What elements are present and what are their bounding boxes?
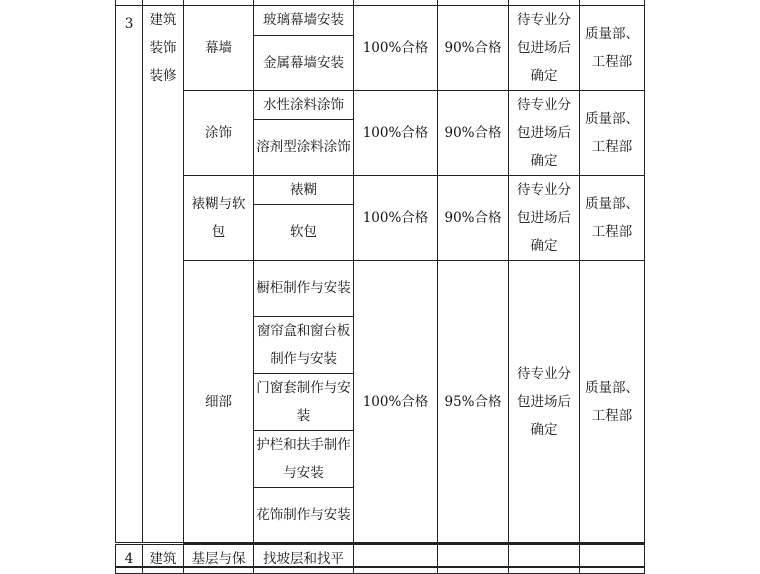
rate-a: 100%合格 <box>354 260 438 543</box>
group-name: 基层与保 <box>184 543 254 573</box>
rate-b: 90%合格 <box>438 90 509 175</box>
table-bottom-edge <box>115 566 644 568</box>
rate-b: 90%合格 <box>438 5 509 90</box>
item-metal-curtain-wall: 金属幕墙安装 <box>254 35 354 90</box>
table-row <box>116 260 645 316</box>
dept-cell <box>580 543 645 573</box>
category-name: 建筑 <box>143 543 184 573</box>
dept-text: 质量部、工程部 <box>580 5 645 90</box>
item-ornament: 花饰制作与安装 <box>254 487 354 543</box>
item-curtain-box: 窗帘盒和窗台板制作与安装 <box>254 316 354 373</box>
item-wallpaper: 裱糊 <box>254 175 354 204</box>
rate-a: 100%合格 <box>354 90 438 175</box>
rate-b: 95%合格 <box>438 260 509 543</box>
item-name: 找坡层和找平 <box>254 543 354 573</box>
row-number: 3 <box>116 5 143 543</box>
item-cabinet: 橱柜制作与安装 <box>254 260 354 316</box>
dept-text: 质量部、工程部 <box>580 260 645 543</box>
item-glass-curtain-wall: 玻璃幕墙安装 <box>254 5 354 35</box>
rate-a: 100%合格 <box>354 5 438 90</box>
item-door-window-cover: 门窗套制作与安装 <box>254 373 354 430</box>
item-railing: 护栏和扶手制作与安装 <box>254 430 354 487</box>
rate-b-cell <box>438 543 509 573</box>
group-name-curtain-wall: 幕墙 <box>184 5 254 90</box>
rate-a: 100%合格 <box>354 175 438 260</box>
table-row <box>116 175 645 204</box>
item-water-coating: 水性涂料涂饰 <box>254 90 354 119</box>
item-soft-pack: 软包 <box>254 204 354 260</box>
table-row <box>116 90 645 119</box>
group-name-mounting: 裱糊与软包 <box>184 175 254 260</box>
row-number: 4 <box>116 543 143 573</box>
dept-text: 质量部、工程部 <box>580 90 645 175</box>
group-name-details: 细部 <box>184 260 254 543</box>
dept-text: 质量部、工程部 <box>580 175 645 260</box>
group-name-coating: 涂饰 <box>184 90 254 175</box>
quality-targets-table <box>115 0 645 574</box>
confirm-text: 待专业分包进场后确定 <box>509 90 580 175</box>
confirm-text: 待专业分包进场后确定 <box>509 175 580 260</box>
confirm-text: 待专业分包进场后确定 <box>509 260 580 543</box>
rate-b: 90%合格 <box>438 175 509 260</box>
category-name: 建筑装饰装修 <box>143 5 184 543</box>
table-row <box>116 543 645 573</box>
confirm-cell <box>509 543 580 573</box>
table-row <box>116 5 645 35</box>
rate-a-cell <box>354 543 438 573</box>
item-solvent-coating: 溶剂型涂料涂饰 <box>254 119 354 175</box>
confirm-text: 待专业分包进场后确定 <box>509 5 580 90</box>
